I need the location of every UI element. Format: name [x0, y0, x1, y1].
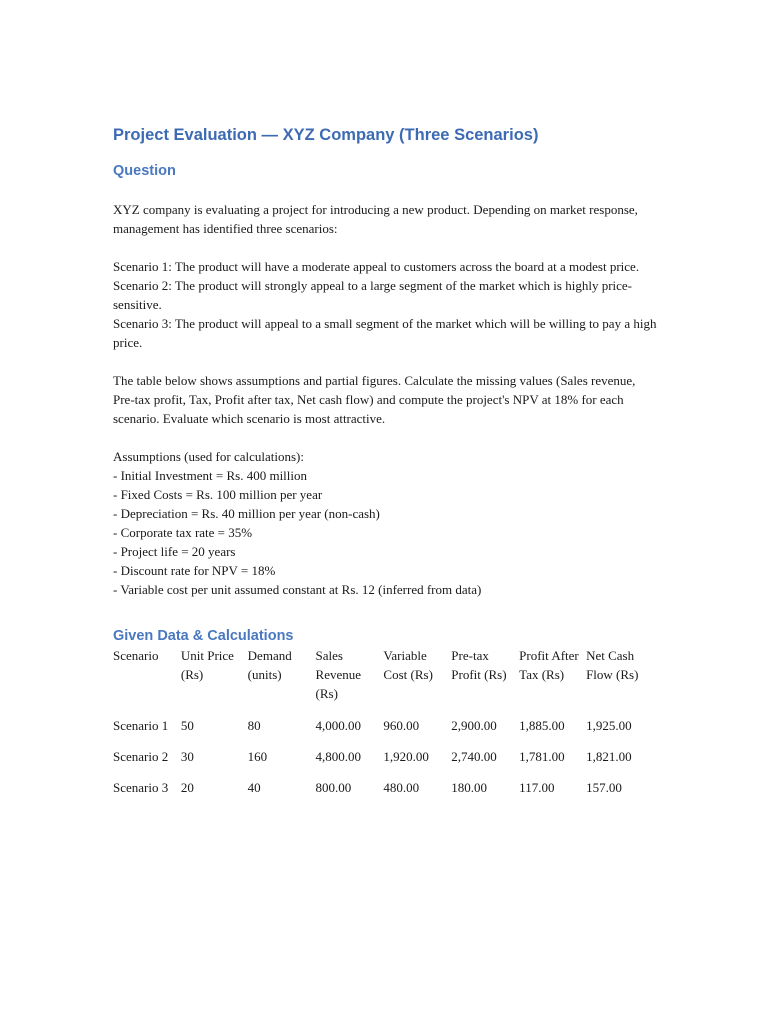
table-cell: Scenario 3	[113, 780, 169, 795]
table-cell: 50	[180, 718, 194, 733]
table-row	[113, 747, 658, 778]
scenario-table	[113, 646, 658, 809]
column-header: Demand (units)	[247, 648, 292, 682]
document-page	[113, 122, 658, 809]
table-cell: 117.00	[519, 780, 555, 795]
document-title: Project Evaluation — XYZ Company (Three Scenarios)	[113, 126, 539, 144]
table-cell: 4,000.00	[315, 718, 362, 733]
column-header: Pre-tax Profit (Rs)	[451, 648, 507, 682]
assumption-item: - Project life = 20 years	[113, 544, 236, 559]
table-cell: 40	[247, 780, 261, 795]
table-cell: 1,920.00	[383, 749, 429, 764]
assumptions-heading: Assumptions (used for calculations):	[113, 449, 304, 464]
column-header: Variable Cost (Rs)	[383, 648, 433, 682]
assumption-item: - Depreciation = Rs. 40 million per year (non-cash)	[113, 506, 380, 521]
assumption-item: - Initial Investment = Rs. 400 million	[113, 468, 308, 483]
task-paragraph: The table below shows assumptions and partial figures. Calculate the missing values (Sales revenue, Pre-tax profit, Tax, Profit after tax, Net cash flow) and compute the project's NPV at 18% for each scenario. Evaluate which scenario is most attractive.	[113, 373, 636, 426]
data-heading: Given Data & Calculations	[113, 628, 294, 644]
intro-paragraph: XYZ company is evaluating a project for introducing a new product. Depending on market response, management has identified three scenarios:	[113, 202, 638, 236]
table-cell: 157.00	[586, 780, 622, 795]
assumption-item: - Corporate tax rate = 35%	[113, 525, 253, 540]
column-header: Net Cash Flow (Rs)	[586, 648, 639, 682]
table-cell: 1,821.00	[586, 749, 632, 764]
scenario-3-text: Scenario 3: The product will appeal to a small segment of the market which will be willing to pay a high price.	[113, 316, 657, 350]
table-cell: 180.00	[451, 780, 488, 795]
table-cell: 800.00	[315, 780, 352, 795]
column-header: Scenario	[113, 648, 159, 663]
table-cell: 1,781.00	[519, 749, 565, 764]
table-row	[113, 778, 658, 809]
table-row	[113, 716, 658, 747]
table-header-row	[113, 646, 658, 716]
column-header: Unit Price (Rs)	[180, 648, 234, 682]
assumption-item: - Fixed Costs = Rs. 100 million per year	[113, 487, 323, 502]
scenario-1-text: Scenario 1: The product will have a moderate appeal to customers across the board at a modest price.	[113, 259, 640, 274]
table-cell: Scenario 1	[113, 718, 169, 733]
question-heading: Question	[113, 163, 176, 179]
table-cell: 160	[247, 749, 268, 764]
table-cell: 1,925.00	[586, 718, 632, 733]
table-cell: 20	[180, 780, 194, 795]
column-header: Sales Revenue (Rs)	[315, 648, 362, 701]
table-cell: Scenario 2	[113, 749, 169, 764]
column-header: Profit After Tax (Rs)	[519, 648, 579, 682]
table-cell: 1,885.00	[519, 718, 565, 733]
table-cell: 4,800.00	[315, 749, 362, 764]
table-cell: 2,900.00	[451, 718, 497, 733]
table-cell: 80	[247, 718, 261, 733]
assumption-item: - Variable cost per unit assumed constant at Rs. 12 (inferred from data)	[113, 582, 482, 597]
table-cell: 30	[180, 749, 194, 764]
table-cell: 960.00	[383, 718, 420, 733]
table-cell: 2,740.00	[451, 749, 497, 764]
scenario-2-text: Scenario 2: The product will strongly appeal to a large segment of the market which is highly price-sensitive.	[113, 278, 633, 312]
assumption-item: - Discount rate for NPV = 18%	[113, 563, 276, 578]
table-cell: 480.00	[383, 780, 420, 795]
